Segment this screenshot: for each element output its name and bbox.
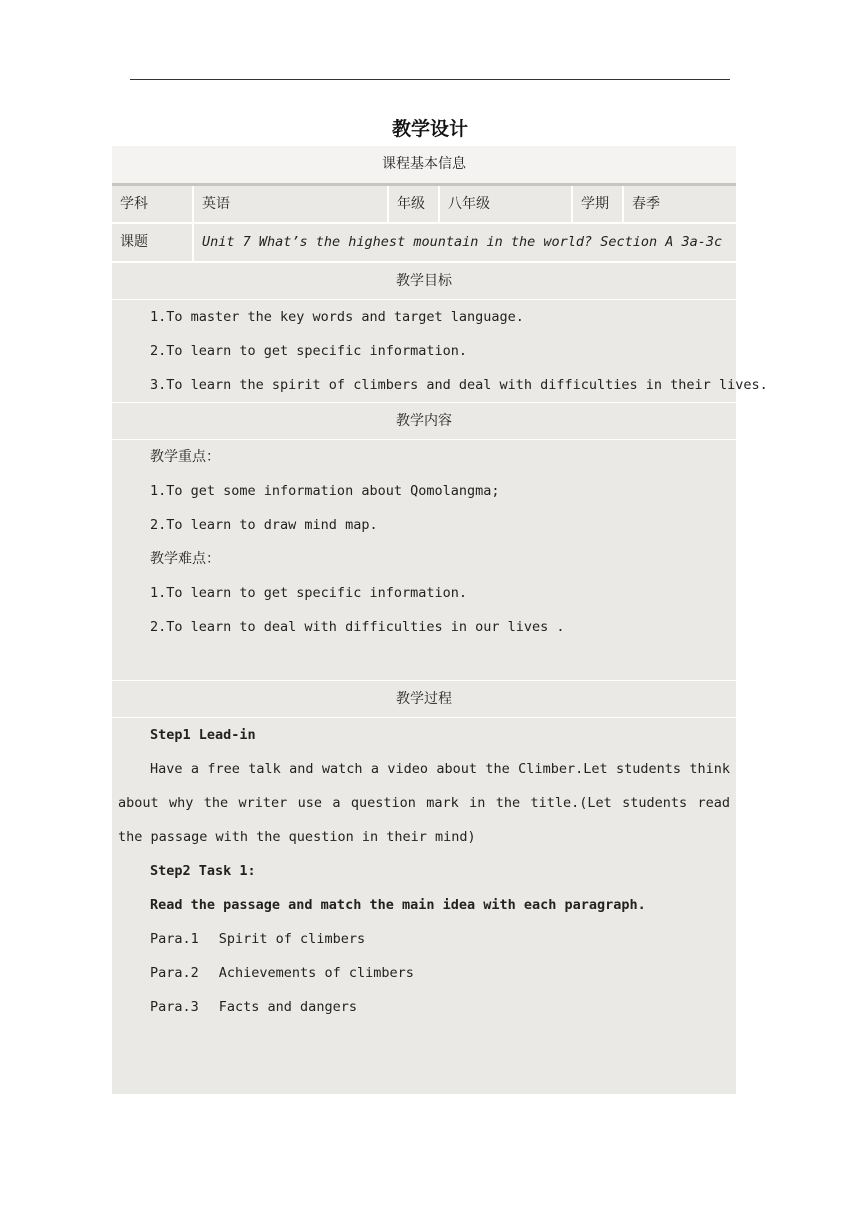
match-item (112, 922, 736, 956)
subject-value: 英语 (194, 186, 389, 222)
step1-title: Step1 Lead-in (150, 727, 256, 743)
match-idea: Spirit of climbers (218, 931, 366, 947)
basic-info-header: 课程基本信息 (112, 146, 736, 186)
step2-instruction: Read the passage and match the main idea with each paragraph. (150, 897, 646, 913)
grade-value: 八年级 (440, 186, 573, 222)
key-points-label: 教学重点： (150, 449, 220, 465)
objective-item: 3.To learn the spirit of climbers and deal with difficulties in their lives. (150, 377, 768, 393)
subject-label: 学科 (112, 186, 194, 222)
document-title: 教学设计 (391, 118, 468, 140)
term-label: 学期 (573, 186, 624, 222)
key-point-item: 1.To get some information about Qomolangma; (150, 483, 500, 499)
lesson-plan-table (112, 146, 768, 1094)
objectives-list (112, 300, 768, 403)
match-idea: Facts and dangers (218, 999, 357, 1015)
match-idea: Achievements of climbers (218, 965, 414, 981)
key-point-item: 2.To learn to draw mind map. (150, 517, 378, 533)
match-item (112, 956, 736, 990)
term-value: 春季 (632, 196, 660, 212)
content-block (112, 440, 736, 681)
topic-value: Unit 7 What’s the highest mountain in the world? Section A 3a-3c (202, 234, 723, 250)
match-para: Para.2 (150, 965, 199, 981)
objective-item: 1.To master the key words and target language. (150, 309, 524, 325)
header-rule (130, 79, 730, 80)
match-para: Para.3 (150, 999, 199, 1015)
difficult-points-label: 教学难点： (150, 551, 220, 567)
process-block (112, 718, 736, 1094)
objective-item: 2.To learn to get specific information. (150, 343, 467, 359)
match-item (112, 990, 736, 1024)
content-header: 教学内容 (112, 403, 736, 440)
process-header: 教学过程 (112, 681, 736, 718)
topic-row (112, 224, 736, 263)
difficult-point-item: 1.To learn to get specific information. (150, 585, 467, 601)
match-para: Para.1 (150, 931, 199, 947)
step2-title: Step2 Task 1: (150, 863, 256, 879)
basic-info-row (112, 186, 736, 224)
topic-label: 课题 (112, 224, 194, 261)
grade-label: 年级 (389, 186, 440, 222)
objectives-header: 教学目标 (112, 263, 736, 300)
difficult-point-item: 2.To learn to deal with difficulties in our lives . (150, 619, 565, 635)
step1-text: Have a free talk and watch a video about the Climber.Let students think about why the writer use a question mark in the title.(Let students read the passage with the question in their mind) (118, 761, 730, 845)
